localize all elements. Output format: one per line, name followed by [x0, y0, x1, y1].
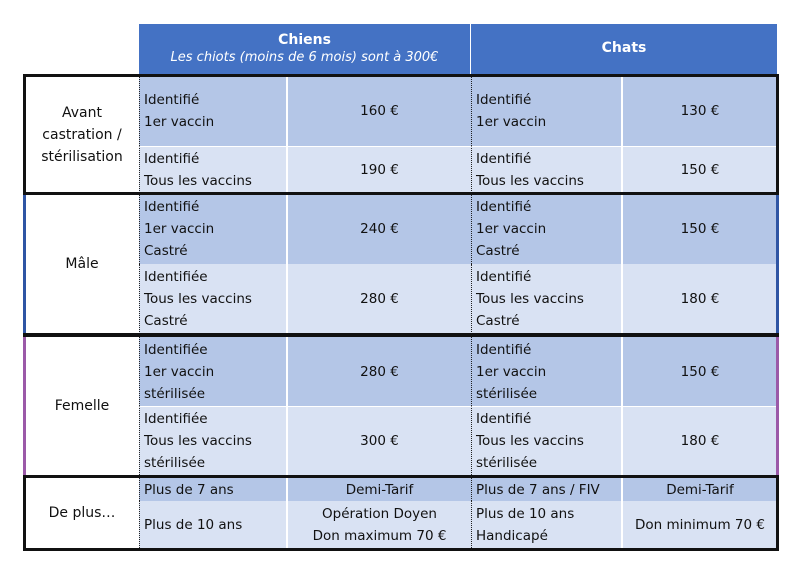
chats-desc-cell: Identifié Tous les vaccins stérilisée	[471, 406, 621, 475]
chats-price-cell: 150 €	[621, 337, 777, 406]
chiens-desc-cell: Identifiée Tous les vaccins Castré	[139, 264, 286, 334]
chiens-desc-cell: Identifiée Tous les vaccins stérilisée	[139, 406, 286, 475]
chats-price-cell: 130 €	[621, 76, 777, 146]
chiens-desc-cell: Identifié 1er vaccin	[139, 76, 286, 146]
male-left-border	[23, 195, 26, 335]
chiens-desc-cell: Plus de 10 ans	[139, 501, 286, 548]
chats-price-cell: 150 €	[621, 146, 777, 193]
header-chiens	[139, 24, 470, 75]
chiens-desc-cell: Identifié Tous les vaccins	[139, 146, 286, 193]
chiens-price-cell: 190 €	[286, 146, 471, 193]
chiens-price-cell: 240 €	[286, 194, 471, 264]
group-label-male: Mâle	[25, 194, 139, 334]
chats-desc-cell: Identifié 1er vaccin Castré	[471, 194, 621, 264]
chiens-price-cell: 280 €	[286, 264, 471, 334]
chats-desc-cell: Identifié 1er vaccin stérilisée	[471, 337, 621, 406]
chats-price-cell: Don minimum 70 €	[621, 501, 777, 548]
femelle-left-border	[23, 337, 26, 475]
group-label-avant: Avant castration / stérilisation	[25, 76, 139, 193]
header-chiens-subtitle: Les chiots (moins de 6 mois) sont à 300€	[170, 50, 439, 65]
chiens-price-cell: Demi-Tarif	[286, 478, 471, 501]
header-chats	[471, 24, 777, 75]
chats-price-cell: 180 €	[621, 406, 777, 475]
chiens-desc-cell: Plus de 7 ans	[139, 478, 286, 501]
male-right-border	[776, 195, 779, 335]
header-chiens-title: Chiens	[278, 32, 331, 48]
chiens-desc-cell: Identifié 1er vaccin Castré	[139, 194, 286, 264]
chiens-price-cell: 160 €	[286, 76, 471, 146]
chats-desc-cell: Plus de 7 ans / FIV	[471, 478, 621, 501]
chiens-price-cell: 280 €	[286, 337, 471, 406]
chiens-desc-cell: Identifiée 1er vaccin stérilisée	[139, 337, 286, 406]
group-label-de-plus: De plus…	[25, 478, 139, 548]
chats-desc-cell: Plus de 10 ans Handicapé	[471, 501, 621, 548]
femelle-right-border	[776, 337, 779, 475]
header-chats-title: Chats	[601, 40, 647, 56]
chats-price-cell: 180 €	[621, 264, 777, 334]
chats-price-cell: Demi-Tarif	[621, 478, 777, 501]
chats-desc-cell: Identifié 1er vaccin	[471, 76, 621, 146]
chats-price-cell: 150 €	[621, 194, 777, 264]
group-label-femelle: Femelle	[25, 337, 139, 475]
group-divider	[23, 333, 779, 337]
chiens-price-cell: Opération Doyen Don maximum 70 €	[286, 501, 471, 548]
chiens-price-cell: 300 €	[286, 406, 471, 475]
chats-desc-cell: Identifié Tous les vaccins	[471, 146, 621, 193]
chats-desc-cell: Identifié Tous les vaccins Castré	[471, 264, 621, 334]
